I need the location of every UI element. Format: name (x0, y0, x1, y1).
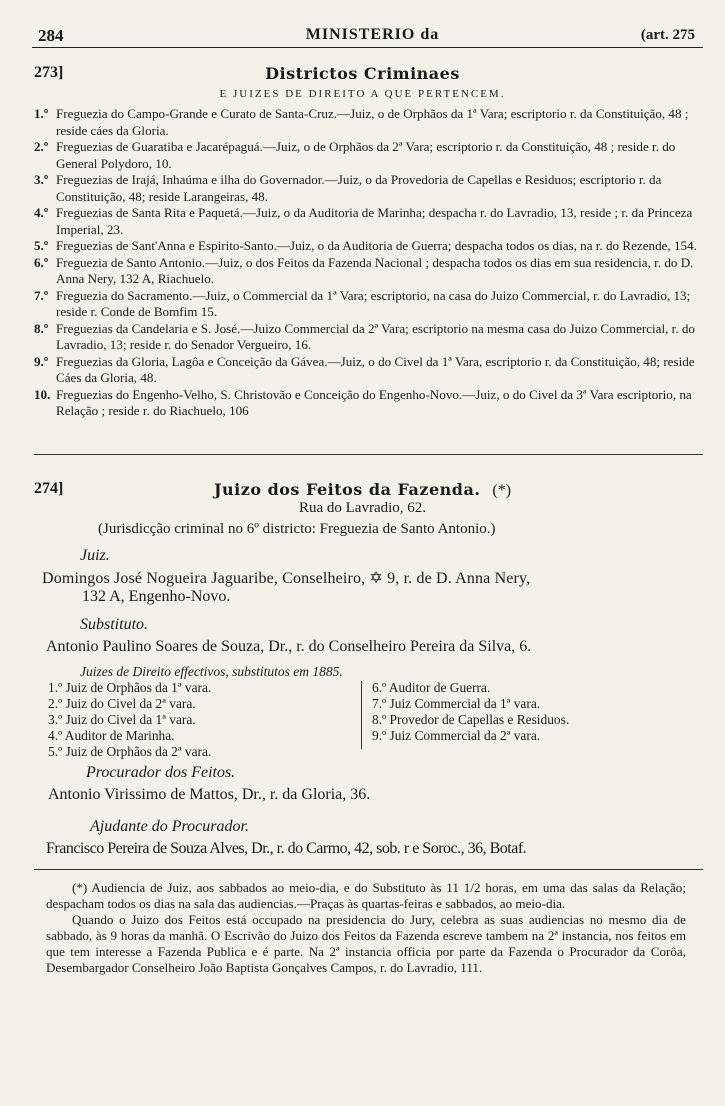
running-title: MINISTERIO da (305, 26, 440, 43)
jurisdiction-note: (Jurisdicção criminal no 6º districto: Freguezia de Santo Antonio.) (98, 521, 496, 537)
section-divider (34, 454, 703, 455)
page-header (32, 26, 713, 48)
district-item-number: 10. (34, 386, 51, 402)
district-item (34, 238, 704, 255)
district-item (34, 354, 704, 387)
district-item-text: Freguezias de Guaratiba e Jacarépaguá.—Juiz, o de Orphãos da 2ª Vara; escriptorio r. da Constituição, 48 ; reside r. do General Polydoro, 10. (56, 139, 676, 171)
article-reference: (art. 275 (640, 27, 695, 43)
juiz-substituto-entry: 5.º Juiz de Orphãos da 2ª vara. (48, 744, 212, 759)
district-item-text: Freguezias de Santa Rita e Paquetá.—Juiz, o da Auditoria de Marinha; despacha r. do Lavradio, 13, reside ; r. da Princeza Imperial, 23. (56, 205, 693, 237)
footnote-paragraph-1: (*) Audiencia de Juiz, aos sabbados ao meio-dia, e do Substituto às 11 1/2 horas, em uma das salas da Relação; despacham todos os dias na sala das audiencias.—Praças às quartas-feiras e sabbados, ao meio-dia. (46, 880, 686, 911)
ajudante-name: Francisco Pereira de Souza Alves, Dr., r. do Carmo, 42, sob. r e Soroc., 36, Botaf. (46, 840, 527, 857)
juiz-substituto-entry: 3.º Juiz do Civel da 1ª vara. (48, 712, 196, 727)
juiz-label: Juiz. (80, 547, 110, 564)
district-item (34, 139, 704, 172)
juiz-name-line2: 132 A, Engenho-Novo. (82, 588, 231, 605)
district-item-number: 8.º (34, 320, 49, 336)
district-item (34, 288, 704, 321)
district-item-number: 7.º (34, 287, 49, 303)
footnote-paragraph-2: Quando o Juizo dos Feitos está occupado na presidencia do Jury, celebra as suas audiencias no mesmo dia de sabbado, às 9 horas da manhã. O Escrivão do Juizo dos Feitos da Fazenda escreve tambem na 2ª instancia, nos feitos em que tem interesse a Fazenda Publica e é parte. Na 2ª instancia officia por parte da Fazenda o Procurador da Corôa, Desembargador Conselheiro João Baptista Gonçalves Campos, r. do Lavradio, 111. (46, 912, 686, 975)
header-rule (32, 47, 703, 48)
district-item-text: Freguezias de Sant'Anna e Espirito-Santo.—Juiz, o da Auditoria de Guerra; despacha todos os dias, na r. do Rezende, 154. (56, 238, 697, 253)
footnote-rule (34, 869, 703, 870)
district-item-text: Freguezias da Candelaria e S. José.—Juizo Commercial da 2ª Vara; escriptorio na mesma casa do Juizo Commercial, r. do Lavradio, 13; reside r. do Senador Vergueiro, 16. (56, 320, 695, 352)
district-item-number: 1.º (34, 106, 49, 121)
juiz-name-line1: Domingos José Nogueira Jaguaribe, Conselheiro, ✡ 9, r. de D. Anna Nery, (42, 570, 531, 587)
ajudante-label: Ajudante do Procurador. (90, 818, 249, 835)
district-item-number: 4.º (34, 205, 49, 220)
juizes-substitutos-label: Juizes de Direito effectivos, substitutos em 1885. (80, 664, 343, 679)
district-item-number: 5.º (34, 238, 49, 253)
district-item-text: Freguezia do Campo-Grande e Curato de Santa-Cruz.—Juiz, o de Orphãos da 1ª Vara; escriptorio r. da Constituição, 48 ; reside cáes da Gloria. (56, 106, 689, 138)
section-273-subtitle: E JUIZES DE DIREITO A QUE PERTENCEM. (219, 88, 506, 100)
substituto-name: Antonio Paulino Soares de Souza, Dr., r. do Conselheiro Pereira da Silva, 6. (46, 638, 532, 655)
juiz-substituto-entry: 8.º Provedor de Capellas e Residuos. (372, 712, 570, 727)
section-273-number: 273] (34, 64, 64, 81)
district-item-number: 3.º (34, 172, 49, 187)
court-address: Rua do Lavradio, 62. (298, 500, 427, 516)
district-item-number: 2.º (34, 139, 49, 154)
juiz-substituto-entry: 1.º Juiz de Orphãos da 1ª vara. (48, 680, 212, 695)
district-item (34, 172, 704, 205)
procurador-label: Procurador dos Feitos. (86, 764, 236, 781)
section-273-title: Districtos Criminaes (265, 64, 460, 83)
juiz-substituto-entry: 2.º Juiz do Civel da 2ª vara. (48, 696, 196, 711)
district-item-text: Freguezia do Sacramento.—Juiz, o Commercial da 1ª Vara; escriptorio, na casa do Juizo Commercial, r. do Lavradio, 13; reside r. Conde de Bomfim 15. (56, 287, 691, 319)
district-item (34, 321, 704, 354)
district-item (34, 205, 704, 238)
district-item (34, 106, 704, 139)
district-item-number: 9.º (34, 353, 49, 369)
district-item-text: Freguezias da Gloria, Lagôa e Conceição da Gávea.—Juiz, o do Civel da 1ª Vara, escriptorio r. da Constituição, 48; reside Cáes da Gloria, 48. (56, 353, 695, 385)
district-item-text: Freguezia de Santo Antonio.—Juiz, o dos Feitos da Fazenda Nacional ; despacha todos os dias em sua residencia, r. do D. Anna Nery, 132 A, Riachuelo. (56, 254, 694, 286)
juiz-substituto-entry: 9.º Juiz Commercial da 2ª vara. (372, 728, 541, 743)
section-274-number: 274] (34, 480, 64, 497)
juizes-right-column (372, 680, 569, 744)
procurador-name: Antonio Virissimo de Mattos, Dr., r. da Gloria, 36. (48, 786, 371, 803)
section-274-title: Juizo dos Feitos da Fazenda. (213, 480, 481, 499)
footnote (46, 880, 686, 976)
column-divider (361, 681, 362, 749)
district-list (34, 106, 704, 420)
district-item-number: 6.º (34, 254, 49, 270)
substituto-label: Substituto. (80, 616, 149, 633)
district-item-text: Freguezias do Engenho-Velho, S. Christovão e Conceição do Engenho-Novo.—Juiz, o do Civel da 3ª Vara escriptorio, na Relação ; reside r. do Riachuelo, 106 (56, 386, 692, 418)
district-item (34, 255, 704, 288)
district-item (34, 387, 704, 420)
juizes-left-column (48, 680, 211, 760)
juiz-substituto-entry: 6.º Auditor de Guerra. (372, 680, 491, 695)
juiz-substituto-entry: 4.º Auditor de Marinha. (48, 728, 175, 743)
juiz-substituto-entry: 7.º Juiz Commercial da 1ª vara. (372, 696, 541, 711)
section-274-title-line (0, 480, 725, 500)
page-number: 284 (38, 26, 64, 45)
footnote-marker: (*) (492, 482, 512, 499)
district-item-text: Freguezias de Irajá, Inhaúma e ilha do Governador.—Juiz, o da Provedoria de Capellas e Residuos; escriptorio r. da Constituição, 48; reside Larangeiras, 48. (56, 172, 662, 204)
